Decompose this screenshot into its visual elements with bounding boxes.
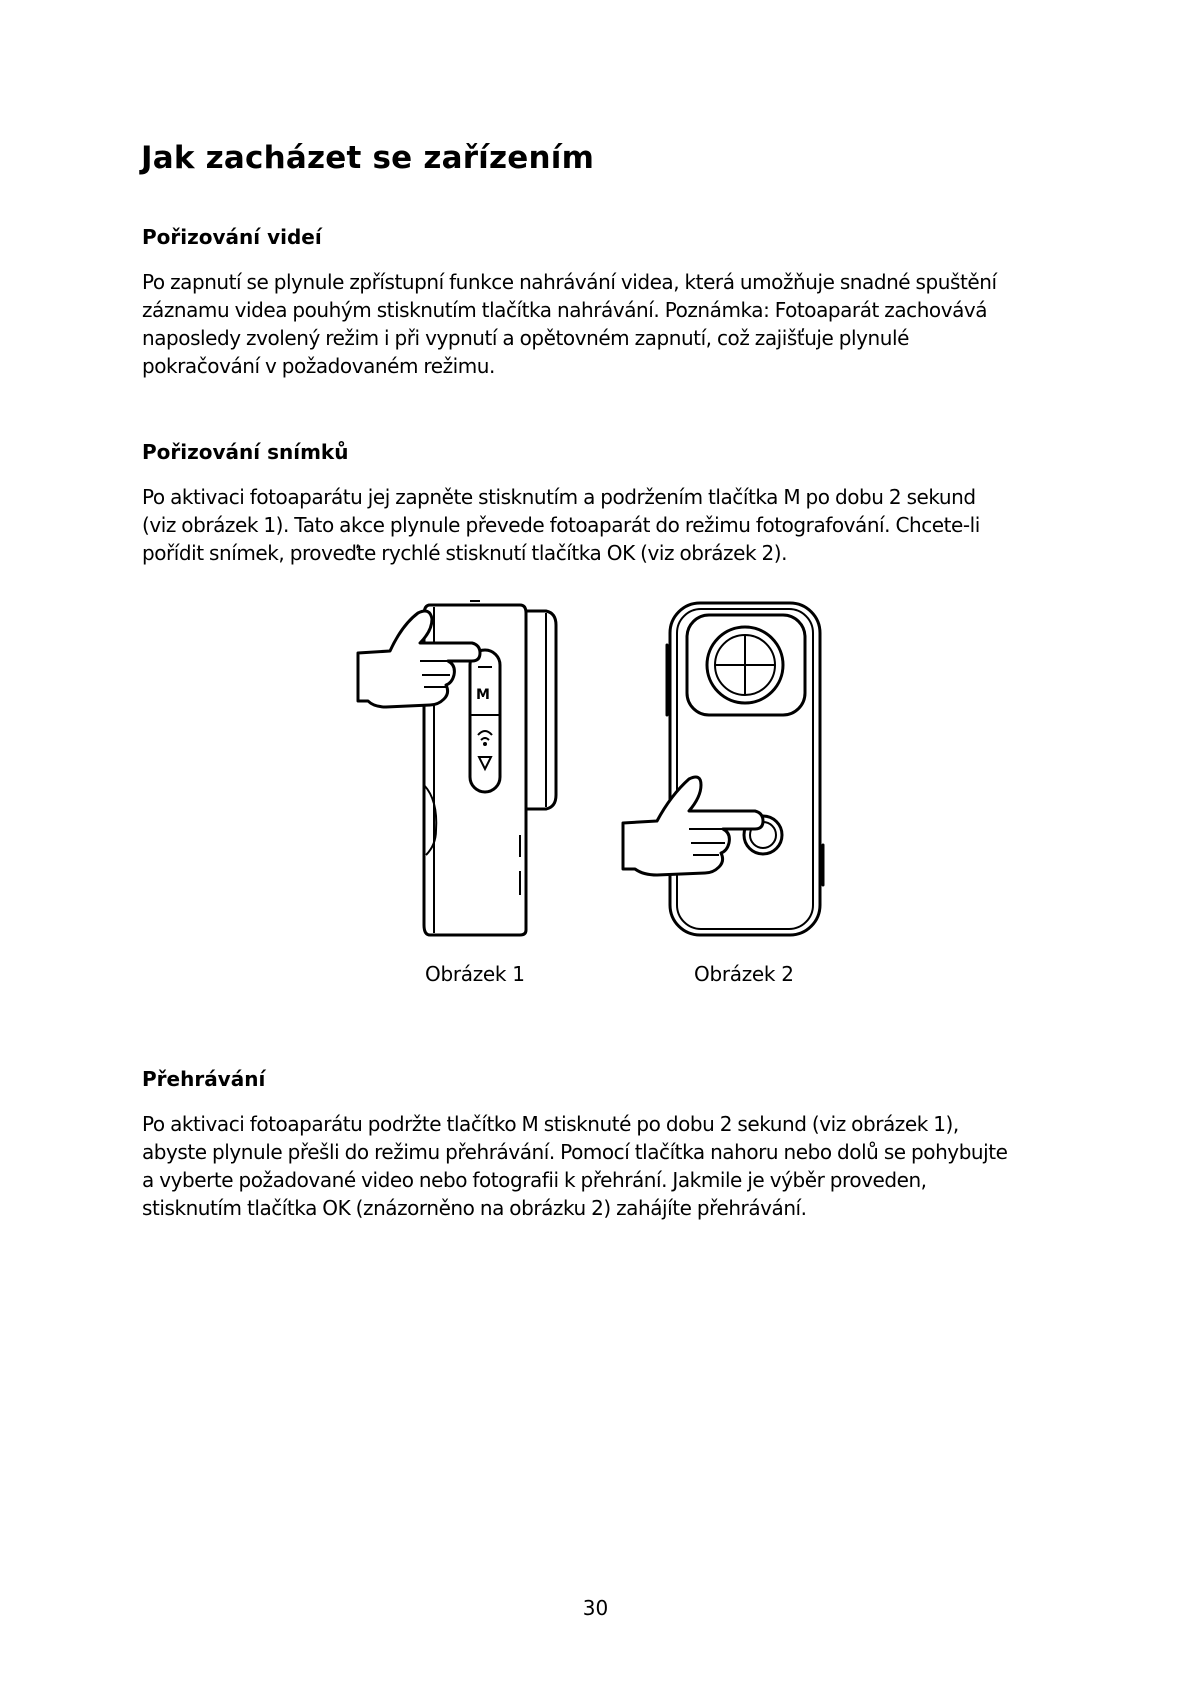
figure-1-side-view xyxy=(350,595,570,940)
text-line: pořídit snímek, proveďte rychlé stisknutí tlačítka OK (viz obrázek 2). xyxy=(142,541,788,565)
text-line: a vyberte požadované video nebo fotografii k přehrání. Jakmile je výběr proveden, xyxy=(142,1168,927,1192)
text-line: stisknutím tlačítka OK (znázorněno na obrázku 2) zahájíte přehrávání. xyxy=(142,1196,807,1220)
figure-1-caption: Obrázek 1 xyxy=(425,962,525,986)
text-line: Po zapnutí se plynule zpřístupní funkce nahrávání videa, která umožňuje snadné spuštění xyxy=(142,270,997,294)
section-text-video xyxy=(142,268,1082,380)
figure-2-front-view xyxy=(615,595,860,945)
text-line: (viz obrázek 1). Tato akce plynule převede fotoaparát do režimu fotografování. Chcete-li xyxy=(142,513,980,537)
text-line: naposledy zvolený režim i při vypnutí a opětovném zapnutí, což zajišťuje plynulé xyxy=(142,326,909,350)
page-number: 30 xyxy=(582,1596,609,1620)
section-heading-photo: Pořizování snímků xyxy=(142,440,349,464)
text-line: Po aktivaci fotoaparátu podržte tlačítko M stisknuté po dobu 2 sekund (viz obrázek 1), xyxy=(142,1112,959,1136)
section-heading-video: Pořizování videí xyxy=(142,225,322,249)
page-title: Jak zacházet se zařízením xyxy=(141,140,595,176)
m-button-label: M xyxy=(476,687,490,703)
section-text-photo xyxy=(142,483,1082,567)
section-text-playback xyxy=(142,1110,1082,1222)
hand-pressing-ok-button-icon xyxy=(623,777,763,875)
text-line: pokračování v požadovaném režimu. xyxy=(142,354,495,378)
text-line: abyste plynule přešli do režimu přehrávání. Pomocí tlačítka nahoru nebo dolů se pohybujte xyxy=(142,1140,1008,1164)
text-line: záznamu videa pouhým stisknutím tlačítka nahrávání. Poznámka: Fotoaparát zachovává xyxy=(142,298,988,322)
hand-pressing-side-button-icon xyxy=(358,611,480,707)
figure-2-caption: Obrázek 2 xyxy=(694,962,794,986)
section-heading-playback: Přehrávání xyxy=(142,1067,266,1091)
text-line: Po aktivaci fotoaparátu jej zapněte stisknutím a podržením tlačítka M po dobu 2 sekund xyxy=(142,485,976,509)
